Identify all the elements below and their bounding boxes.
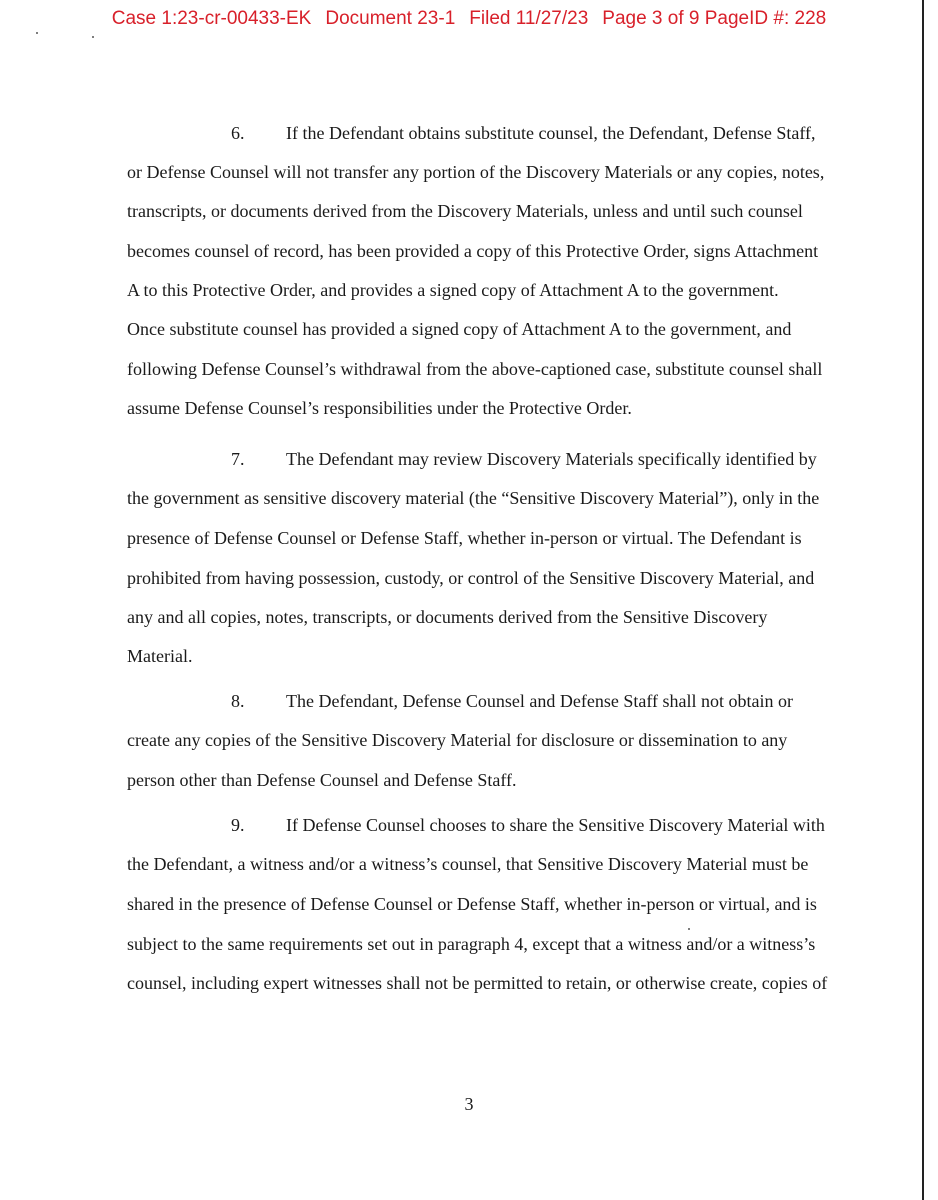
paragraph-number: 7. — [231, 449, 245, 469]
paragraph-line: any and all copies, notes, transcripts, or documents derived from the Sensitive Discovery — [127, 607, 768, 627]
paragraph-line: or Defense Counsel will not transfer any portion of the Discovery Materials or any copies, notes, — [127, 162, 825, 182]
paragraph-line: transcripts, or documents derived from the Discovery Materials, unless and until such counsel — [127, 201, 803, 221]
case-number: Case 1:23-cr-00433-EK — [111, 8, 312, 29]
scan-speck — [688, 928, 690, 930]
paragraph-line: the government as sensitive discovery material (the “Sensitive Discovery Material”), only in the — [127, 488, 820, 508]
filing-header-stamp — [0, 8, 938, 30]
paragraph-line: create any copies of the Sensitive Discovery Material for disclosure or dissemination to any — [127, 730, 788, 750]
paragraph-line: following Defense Counsel’s withdrawal from the above-captioned case, substitute counsel shall — [127, 359, 823, 379]
paragraph-line: If the Defendant obtains substitute counsel, the Defendant, Defense Staff, — [286, 123, 816, 143]
page-number: 3 — [464, 1094, 474, 1114]
document-number: Document 23-1 — [325, 8, 456, 29]
paragraph-line: If Defense Counsel chooses to share the Sensitive Discovery Material with — [286, 815, 825, 835]
scan-edge-line — [922, 0, 924, 1200]
paragraph-line: subject to the same requirements set out in paragraph 4, except that a witness and/or a witness’s — [127, 934, 816, 954]
paragraph-line: Once substitute counsel has provided a signed copy of Attachment A to the government, and — [127, 319, 792, 339]
paragraph-line: presence of Defense Counsel or Defense Staff, whether in-person or virtual. The Defendant is — [127, 528, 802, 548]
page-id: Page 3 of 9 PageID #: 228 — [602, 8, 827, 29]
scan-speck — [36, 32, 38, 34]
paragraph-line: assume Defense Counsel’s responsibilities under the Protective Order. — [127, 398, 632, 418]
paragraph-line: The Defendant may review Discovery Materials specifically identified by — [286, 449, 817, 469]
paragraph-line: The Defendant, Defense Counsel and Defense Staff shall not obtain or — [286, 691, 794, 711]
filed-date: Filed 11/27/23 — [469, 8, 589, 29]
paragraph-number: 9. — [231, 815, 245, 835]
paragraph-line: shared in the presence of Defense Counsel or Defense Staff, whether in-person or virtual, and is — [127, 894, 817, 914]
paragraph-number: 6. — [231, 123, 245, 143]
paragraph-line: the Defendant, a witness and/or a witness’s counsel, that Sensitive Discovery Material must be — [127, 854, 809, 874]
paragraph-number: 8. — [231, 691, 245, 711]
paragraph-line: person other than Defense Counsel and Defense Staff. — [127, 770, 517, 790]
paragraph-line: counsel, including expert witnesses shall not be permitted to retain, or otherwise create, copies of — [127, 973, 828, 993]
paragraph-line: Material. — [127, 646, 193, 666]
paragraph-line: prohibited from having possession, custody, or control of the Sensitive Discovery Material, and — [127, 568, 815, 588]
paragraph-line: A to this Protective Order, and provides a signed copy of Attachment A to the government. — [127, 280, 779, 300]
paragraph-line: becomes counsel of record, has been provided a copy of this Protective Order, signs Attachment — [127, 241, 819, 261]
scan-speck — [92, 36, 94, 38]
